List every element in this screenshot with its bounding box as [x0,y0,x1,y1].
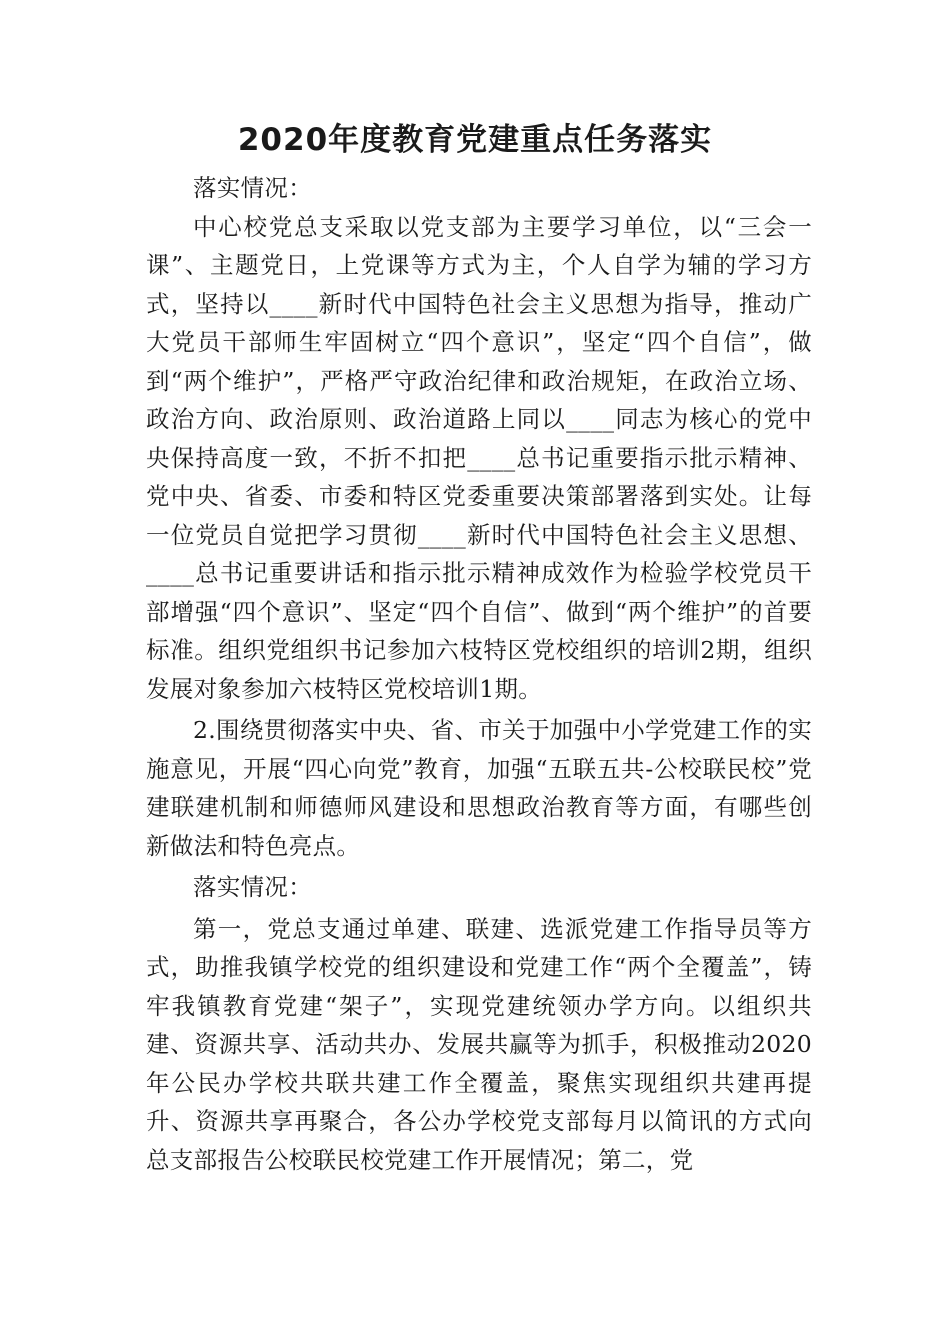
paragraph-status-heading-1: 落实情况： [193,174,312,202]
paragraph-status-heading-2: 落实情况： [193,873,312,901]
document-body [146,169,812,1179]
paragraph-item-2: 2.围绕贯彻落实中央、省、市关于加强中小学党建工作的实施意见，开展“四心向党”教育，加强“五联五共-公校联民校”党建联建机制和师德师风建设和思想政治教育等方面，有哪些创新做法和特色亮点。 [146,716,812,860]
document-title: 2020年度教育党建重点任务落实 [237,122,713,158]
paragraph-study-implementation: 中心校党总支采取以党支部为主要学习单位，以“三会一课”、主题党日，上党课等方式为主，个人自学为辅的学习方式，坚持以____新时代中国特色社会主义思想为指导，推动广大党员干部师生牢固树立“四个意识”，坚定“四个自信”，做到“两个维护”，严格严守政治纪律和政治规矩，在政治立场、政治方向、政治原则、政治道路上同以____同志为核心的党中央保持高度一致，不折不扣把____总书记重要指示批示精神、党中央、省委、市委和特区党委重要决策部署落到实处。让每一位党员自觉把学习贯彻____新时代中国特色社会主义思想、____总书记重要讲话和指示批示精神成效作为检验学校党员干部增强“四个意识”、坚定“四个自信”、做到“两个维护”的首要标准。组织党组织书记参加六枝特区党校组织的培训2期，组织发展对象参加六枝特区党校培训1期。 [146,212,812,703]
paragraph-first-measure: 第一，党总支通过单建、联建、选派党建工作指导员等方式，助推我镇学校党的组织建设和党建工作“两个全覆盖”，铸牢我镇教育党建“架子”，实现党建统领办学方向。以组织共建、资源共享、活动共办、发展共赢等为抓手，积极推动2020年公民办学校共联共建工作全覆盖，聚焦实现组织共建再提升、资源共享再聚合，各公办学校党支部每月以简讯的方式向总支部报告公校联民校党建工作开展情况；第二，党 [146,914,812,1174]
